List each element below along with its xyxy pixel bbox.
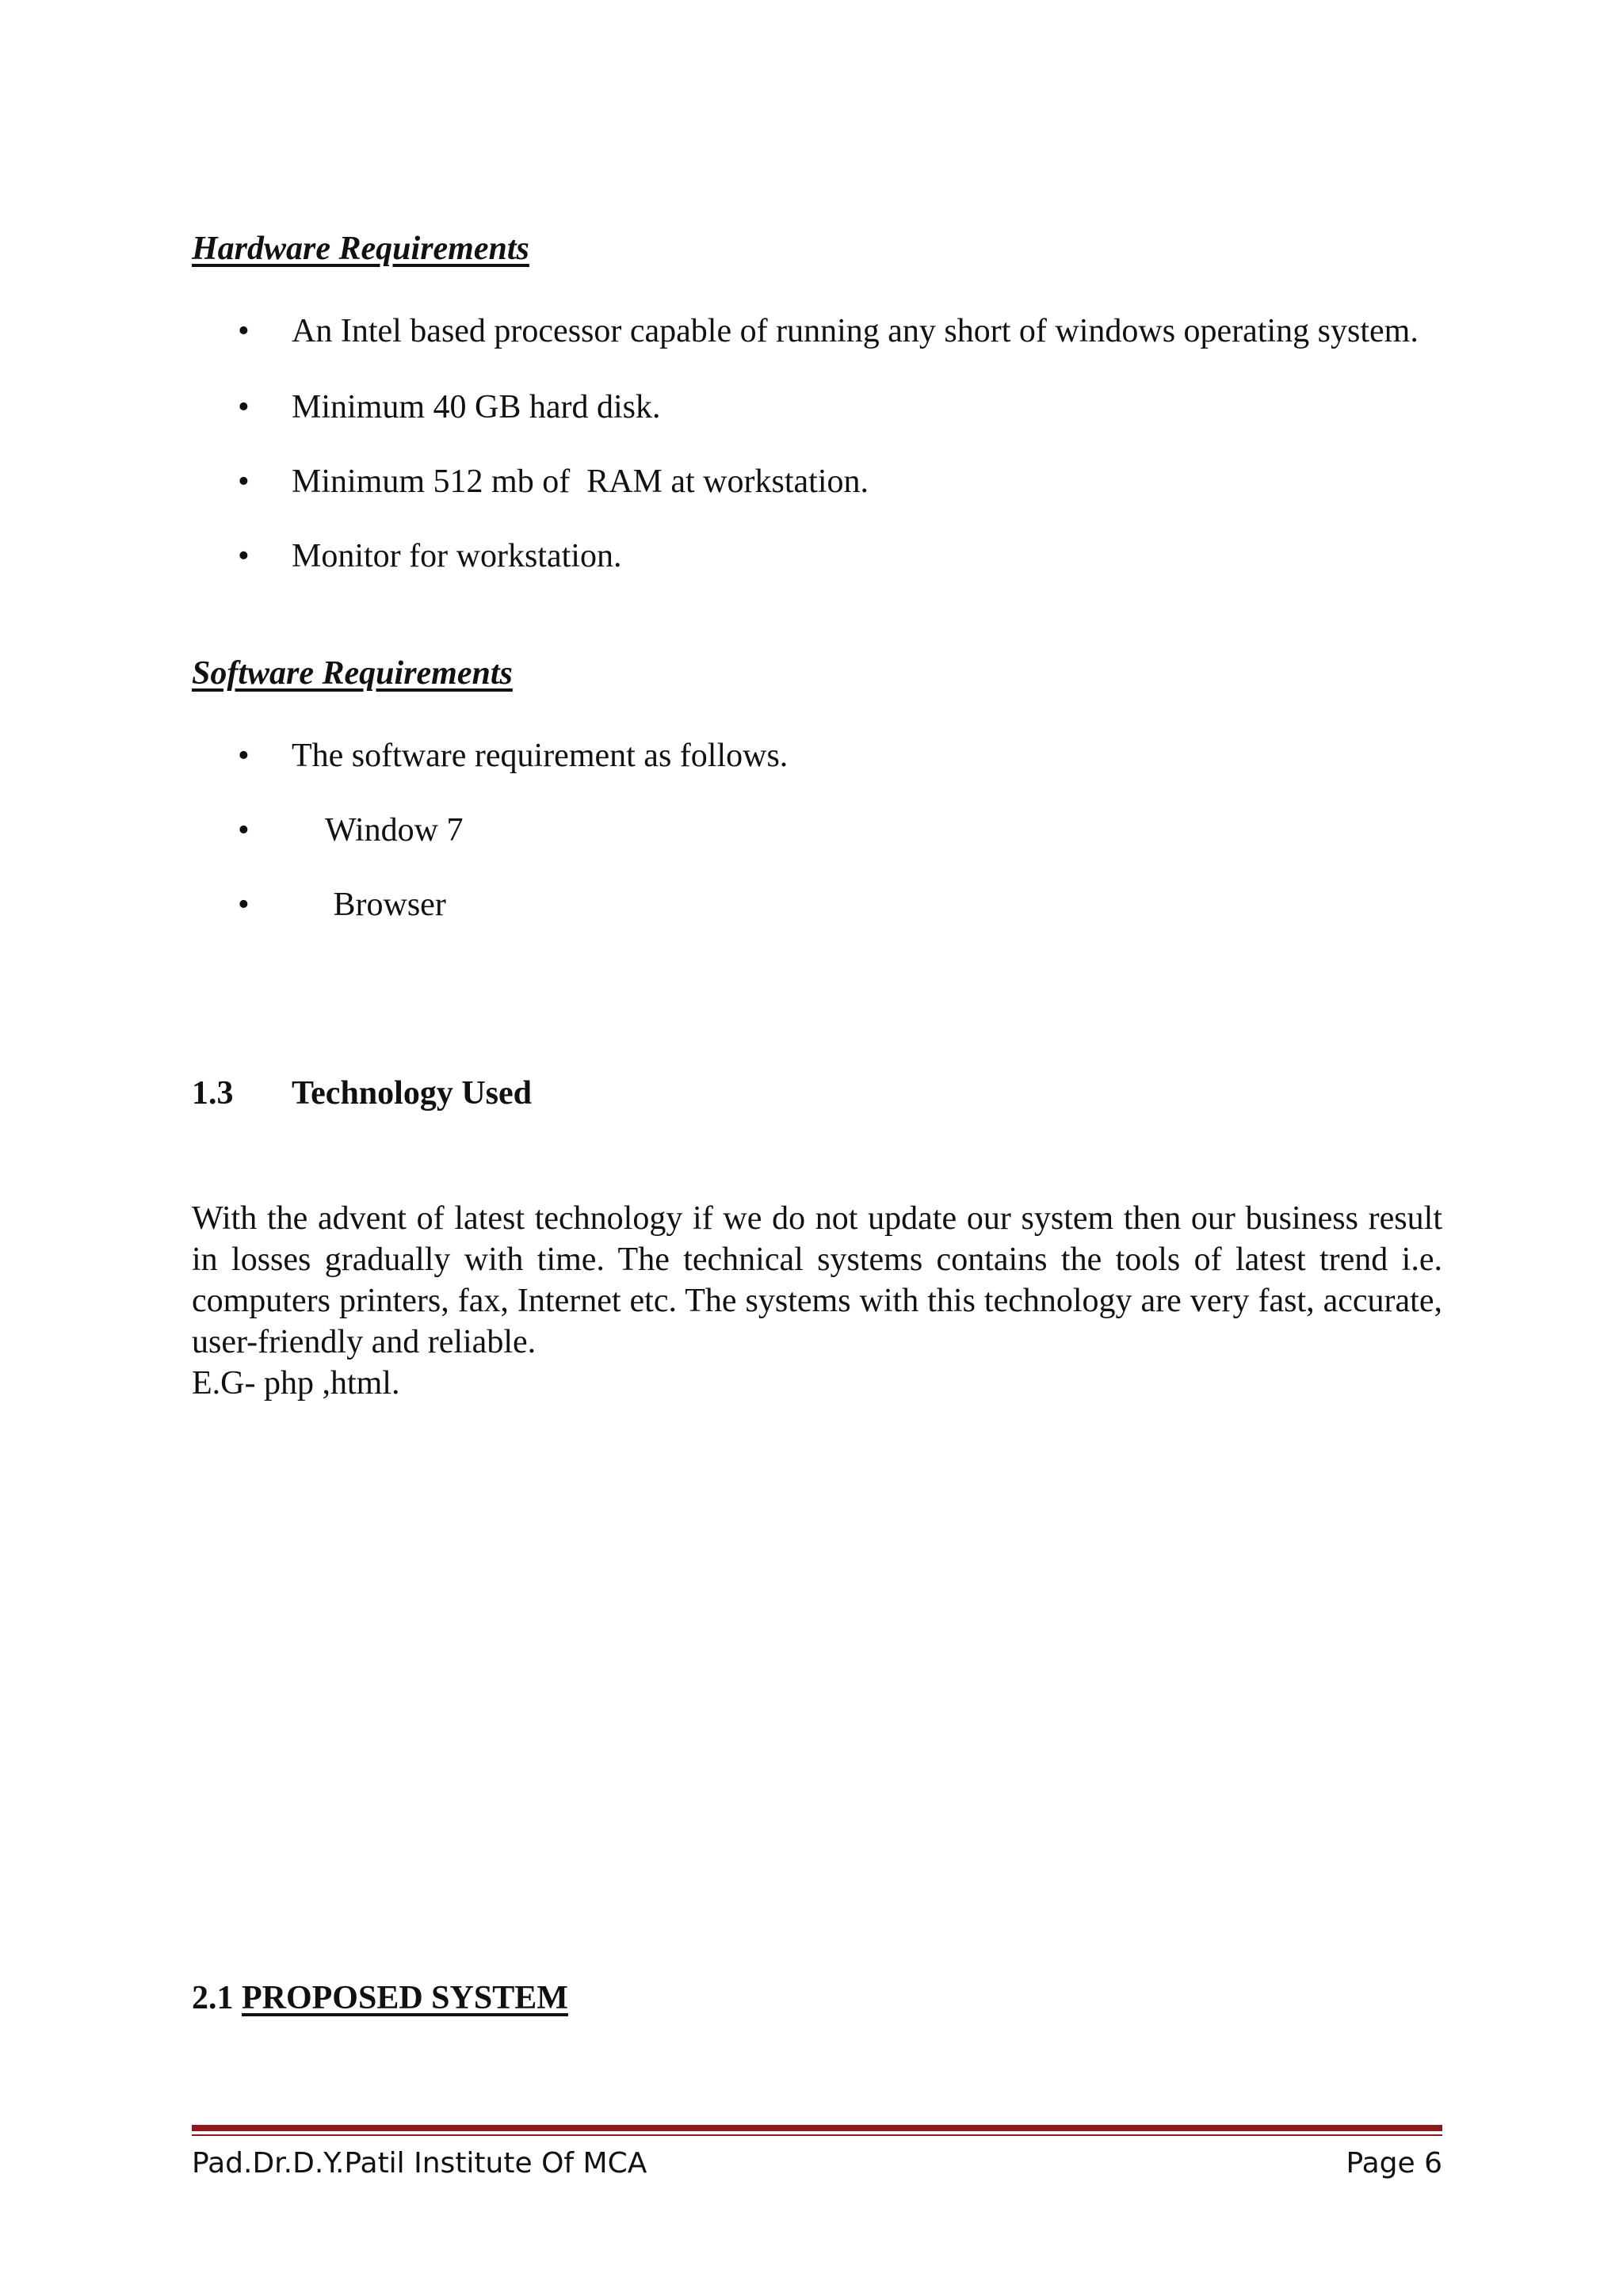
software-list xyxy=(238,732,1442,929)
footer-rule-thin xyxy=(192,2134,1442,2136)
bullet-glyph: • xyxy=(238,738,250,774)
technology-heading xyxy=(192,1074,532,1112)
hardware-list xyxy=(238,307,1442,580)
proposed-system-heading xyxy=(192,1979,568,2017)
list-item xyxy=(238,532,1442,580)
list-item xyxy=(238,732,1442,780)
list-item-text: Minimum 40 GB hard disk. xyxy=(292,389,661,425)
list-item xyxy=(238,458,1442,505)
bullet-glyph: • xyxy=(238,538,250,574)
section-title: PROPOSED SYSTEM xyxy=(242,1980,568,2016)
technology-paragraph: With the advent of latest technology if we do not update our system then our business result in losses gradually with time. The technical systems contains the tools of latest trend i.e. computers printers, fax, Internet etc. The systems with this technology are very fast, accurate, user-friendly and reliable. xyxy=(192,1200,1442,1360)
list-item-text: Monitor for workstation. xyxy=(292,538,622,574)
list-item xyxy=(238,307,1442,355)
bullet-glyph: • xyxy=(238,887,250,923)
bullet-glyph: • xyxy=(238,463,250,500)
bullet-glyph: • xyxy=(238,313,250,349)
footer-institute: Pad.Dr.D.Y.Patil Institute Of MCA xyxy=(192,2147,647,2180)
bullet-glyph: • xyxy=(238,812,250,849)
section-title: Technology Used xyxy=(292,1075,533,1112)
section-number: 1.3 xyxy=(192,1075,234,1112)
list-item-text: The software requirement as follows. xyxy=(292,738,789,774)
list-item-text: Browser xyxy=(292,887,446,923)
software-requirements-heading: Software Requirements xyxy=(192,655,513,692)
section-number: 2.1 xyxy=(192,1980,234,2016)
hardware-requirements-heading: Hardware Requirements xyxy=(192,231,529,267)
page-footer xyxy=(192,2147,1442,2180)
list-item-text: An Intel based processor capable of running any short of windows operating system. xyxy=(292,313,1419,349)
technology-example: E.G- php ,html. xyxy=(192,1365,400,1402)
list-item xyxy=(238,881,1442,929)
list-item-text: Minimum 512 mb of RAM at workstation. xyxy=(292,463,869,500)
footer-page-number: Page 6 xyxy=(1346,2147,1442,2180)
list-item xyxy=(238,807,1442,854)
list-item-text: Window 7 xyxy=(292,812,464,849)
list-item xyxy=(238,383,1442,431)
footer-rule xyxy=(192,2125,1442,2131)
bullet-glyph: • xyxy=(238,389,250,425)
